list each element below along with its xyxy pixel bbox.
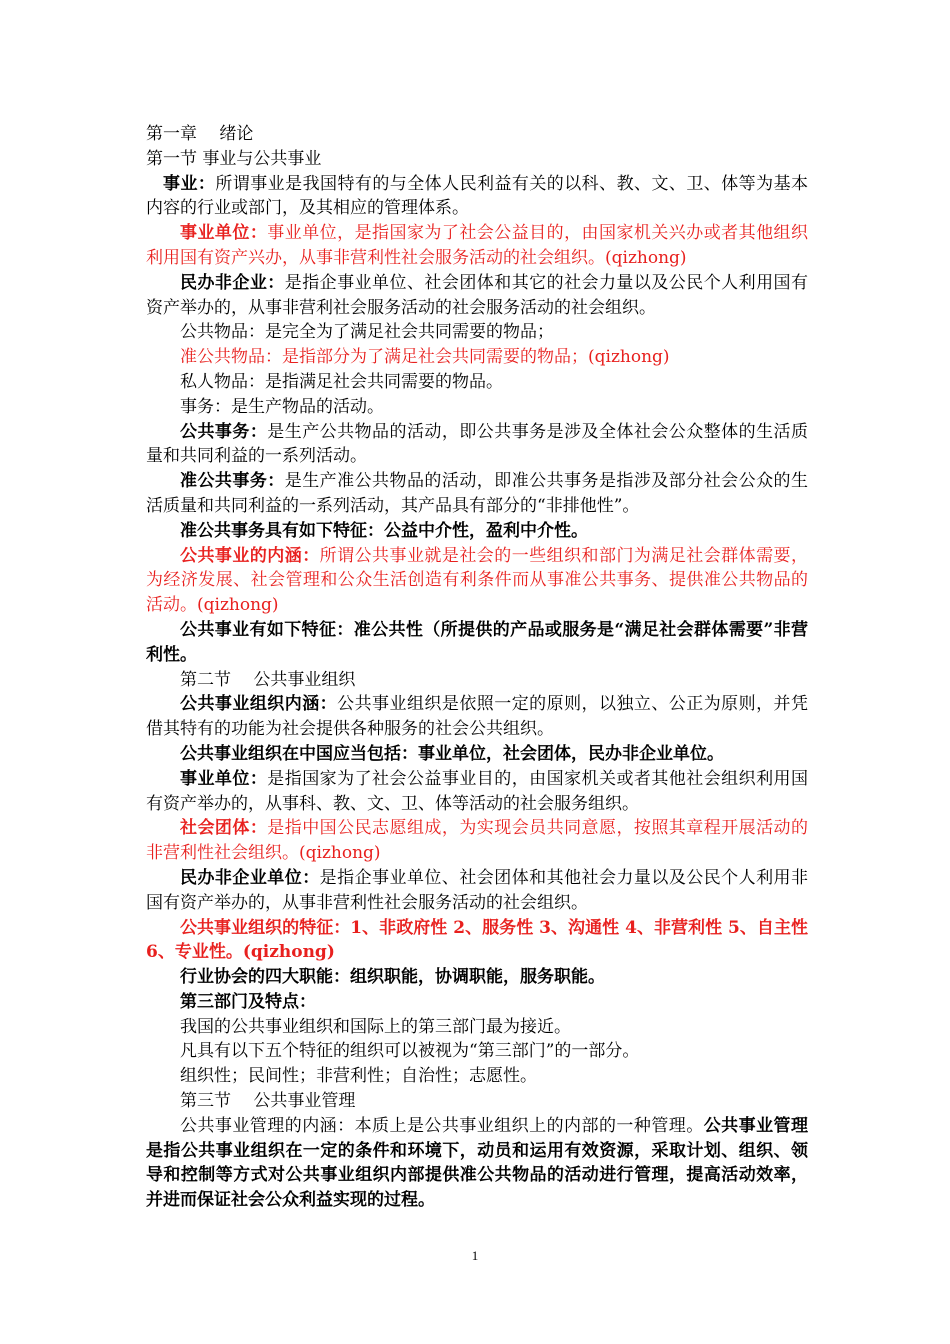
para-zuzhi-neihan: [146, 692, 808, 742]
para-disan-bumen-3: 组织性；民间性；非营利性；自治性；志愿性。: [180, 1066, 537, 1087]
para-minban-feiqiye-danwei: [146, 866, 808, 916]
para-shiye-danwei-2: [146, 767, 808, 817]
para-zuzhi-baokuo: 公共事业组织在中国应当包括：事业单位，社会团体，民办非企业单位。: [180, 743, 724, 764]
definition: 是生产公共物品的活动，即公共事务是涉及全体社会公众整体的生活质量和共同利益的一系列活动。: [146, 421, 809, 467]
term: 事业单位：: [180, 223, 268, 244]
plain-text: 公共事业管理的内涵：本质上是公共事业组织上的内部的一种管理。: [180, 1115, 704, 1136]
section-title-1: 第一节 事业与公共事业: [146, 148, 322, 169]
para-gonggong-shiye-neihan: [146, 544, 808, 618]
term: 社会团体：: [180, 818, 268, 839]
para-minban-feiqiye: [146, 271, 808, 321]
para-zhun-gonggong-shiwu: [146, 469, 808, 519]
para-siren-wupin: 私人物品：是指满足社会共同需要的物品。: [180, 371, 503, 392]
term: 民办非企业：: [180, 272, 285, 293]
definition: 事业单位，是指国家为了社会公益目的，由国家机关兴办或者其他组织利用国有资产兴办，从事非营利性社会服务活动的社会组织。(qizhong): [146, 223, 809, 268]
para-gonggong-shiye-tezheng: 公共事业有如下特征：准公共性（所提供的产品或服务是“满足社会群体需要”非营利性。: [146, 619, 808, 665]
term: 事业：: [163, 173, 216, 194]
para-shiwu: 事务：是生产物品的活动。: [180, 396, 384, 417]
definition: 是指国家为了社会公益事业目的，由国家机关或者其他社会组织利用国有资产举办的，从事科、教、文、卫、体等活动的社会服务组织。: [146, 768, 809, 814]
definition: 所谓事业是我国特有的与全体人民利益有关的以科、教、文、卫、体等为基本内容的行业或部门，及其相应的管理体系。: [146, 173, 809, 219]
term: 事业单位：: [180, 768, 268, 789]
definition: 是生产准公共物品的活动，即准公共事务是指涉及部分社会公众的生活质量和共同利益的一系列活动，其产品具有部分的“非排他性”。: [146, 471, 809, 516]
para-zhun-gonggong-shiwu-tezheng: 准公共事务具有如下特征：公益中介性，盈利中介性。: [180, 520, 588, 541]
chapter-title: 第一章 绪论: [146, 124, 254, 144]
bold-text: 公共事业管理是指公共事业组织在一定的条件和环境下，动员和运用有效资源，采取计划、组织、领导和控制等方式对公共事业组织内部提供准公共物品的活动进行管理，提高活动效率，并进而保证社会公众利益实现的过程。: [146, 1115, 809, 1211]
para-shiye: [146, 172, 808, 222]
definition: 是指企事业单位、社会团体和其它的社会力量以及公民个人利用国有资产举办的，从事非营利社会服务活动的社会服务活动的社会组织。: [146, 272, 809, 318]
para-shiye-danwei: [146, 221, 808, 271]
definition: 所谓公共事业就是社会的一些组织和部门为满足社会群体需要，为经济发展、社会管理和公众生活创造有利条件而从事准公共事务、提供准公共物品的活动。(qizhong): [146, 545, 809, 616]
definition: 是指中国公民志愿组成，为实现会员共同意愿，按照其章程开展活动的非营利性社会组织。(qizhong): [146, 818, 809, 864]
term: 公共事务：: [180, 421, 268, 442]
para-shiye-guanli-neihan: [146, 1114, 808, 1213]
section-title-3: 第三节 公共事业管理: [180, 1091, 356, 1112]
para-gonggong-wupin: 公共物品：是完全为了满足社会共同需要的物品；: [180, 322, 554, 343]
page-number: 1: [471, 1248, 479, 1263]
para-disan-bumen-1: 我国的公共事业组织和国际上的第三部门最为接近。: [180, 1016, 571, 1037]
term: 准公共事务：: [180, 471, 285, 492]
term: 民办非企业单位：: [180, 867, 320, 888]
term: 公共事业组织内涵：: [180, 694, 338, 715]
term: 公共事业的内涵：: [180, 545, 320, 566]
para-shehui-tuanti: [146, 816, 808, 866]
document-body: [146, 122, 808, 1213]
definition: 公共事业组织是依照一定的原则，以独立、公正为原则，并凭借其特有的功能为社会提供各种服务的社会公共组织。: [146, 694, 809, 740]
para-zhun-gonggong-wupin: 准公共物品：是指部分为了满足社会共同需要的物品；(qizhong): [180, 347, 670, 368]
section-title-2: 第二节 公共事业组织: [180, 669, 356, 690]
para-gonggong-shiwu: [146, 420, 808, 470]
definition: 是指企事业单位、社会团体和其他社会力量以及公民个人利用非国有资产举办的，从事非营利性社会服务活动的社会组织。: [146, 867, 809, 913]
para-hangye-xiehui: 行业协会的四大职能：组织职能，协调职能，服务职能。: [180, 967, 605, 988]
para-disan-bumen-2: 凡具有以下五个特征的组织可以被视为“第三部门”的一部分。: [180, 1041, 640, 1062]
para-zuzhi-tezheng: 公共事业组织的特征：1、非政府性 2、服务性 3、沟通性 4、非营利性 5、自主性 6、专业性。(qizhong): [146, 917, 808, 963]
para-disan-bumen: 第三部门及特点：: [180, 991, 316, 1012]
